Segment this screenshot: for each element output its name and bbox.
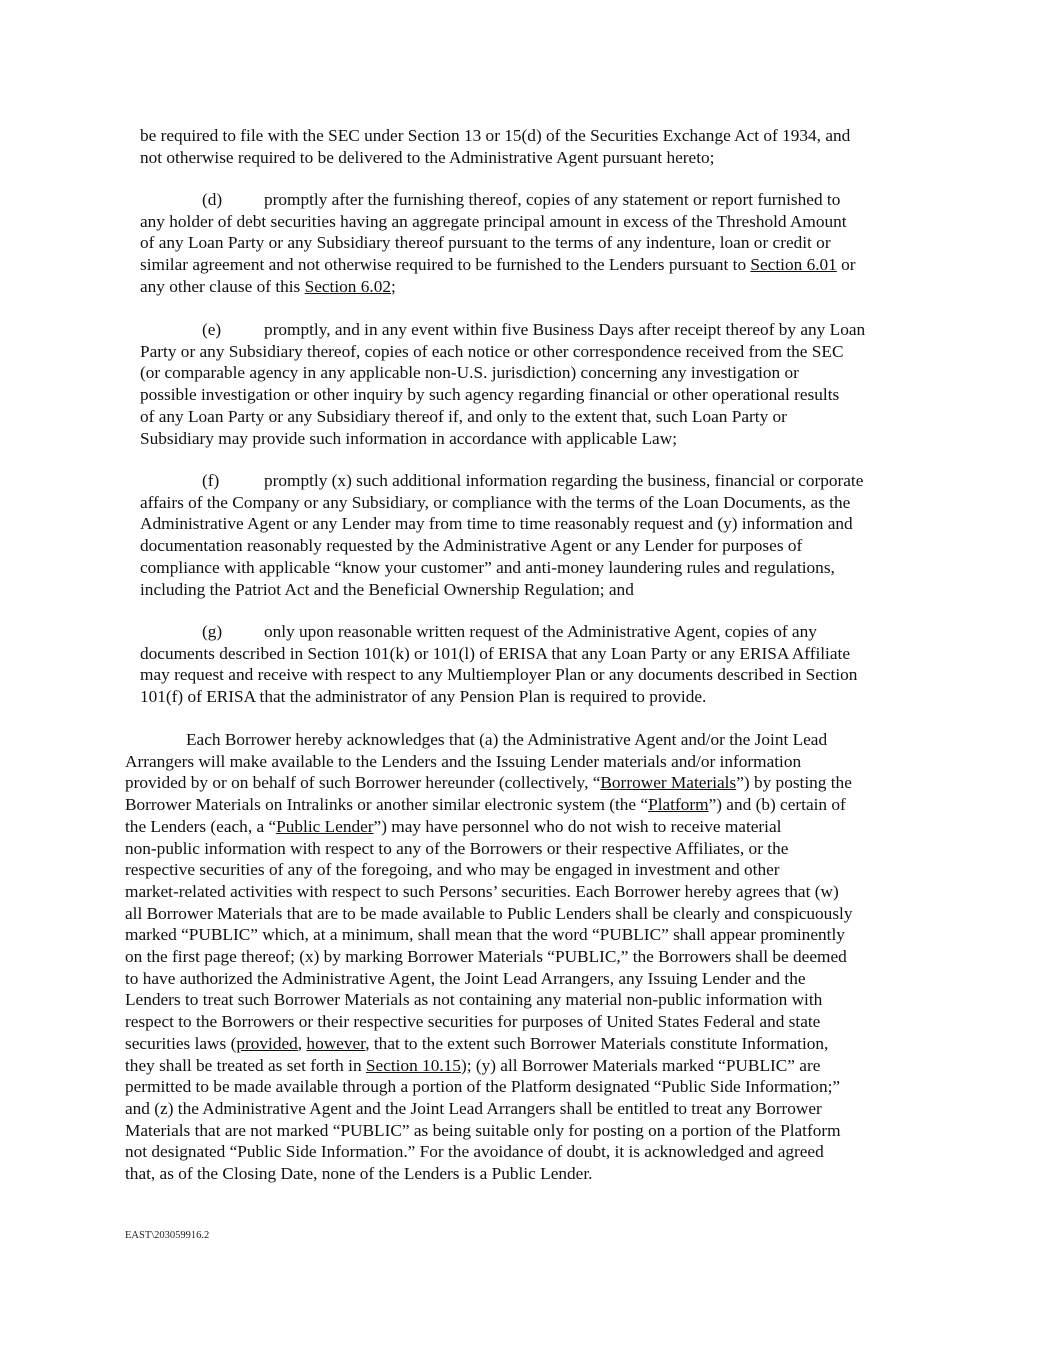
text-line: market-related activities with respect to such Persons’ securities. Each Borrower hereby agrees that (w) — [125, 881, 839, 901]
text-line: compliance with applicable “know your customer” and anti-money laundering rules and regulations, — [140, 557, 835, 577]
text-line: possible investigation or other inquiry by such agency regarding financial or other operational results — [140, 385, 840, 405]
text-fragment: the Lenders (each, a “ — [125, 816, 277, 836]
text-fragment: they shall be treated as set forth in — [125, 1055, 366, 1075]
text-line: Subsidiary may provide such information in accordance with applicable Law; — [140, 428, 677, 448]
text-line-with-term — [125, 1033, 940, 1055]
text-fragment: ); (y) all Borrower Materials marked “PUBLIC” are — [460, 1055, 821, 1075]
text-line-with-term — [125, 772, 940, 794]
text-line: documentation reasonably requested by the Administrative Agent or any Lender for purposes of — [140, 536, 803, 556]
text-line: not otherwise required to be delivered to the Administrative Agent pursuant hereto; — [140, 147, 715, 167]
text-line: that, as of the Closing Date, none of the Lenders is a Public Lender. — [125, 1164, 593, 1184]
text-line: Lenders to treat such Borrower Materials as not containing any material non-public information with — [125, 990, 823, 1010]
text-line: promptly (x) such additional information regarding the business, financial or corporate — [264, 471, 864, 490]
clause-d — [140, 189, 940, 298]
text-line: non-public information with respect to any of the Borrowers or their respective Affiliates, or the — [125, 838, 789, 858]
text-fragment: , that to the extent such Borrower Materials constitute Information, — [365, 1033, 829, 1053]
text-fragment: Borrower Materials on Intralinks or another similar electronic system (the “ — [125, 795, 649, 815]
text-line: may request and receive with respect to any Multiemployer Plan or any documents described in Section — [140, 665, 858, 685]
text-fragment: ”) may have personnel who do not wish to receive material — [373, 816, 782, 836]
text-line: not designated “Public Side Information.” For the avoidance of doubt, it is acknowledged and agreed — [125, 1142, 824, 1162]
clause-label: (f) — [202, 471, 220, 490]
section-reference: Section 6.01 — [750, 255, 837, 275]
text-line: promptly after the furnishing thereof, copies of any statement or report furnished to — [264, 190, 841, 209]
text-line: respect to the Borrowers or their respective securities for purposes of United States Federal and state — [125, 1012, 821, 1032]
text-line: to have authorized the Administrative Agent, the Joint Lead Arrangers, any Issuing Lender and the — [125, 968, 806, 988]
clause-first-line — [140, 470, 940, 492]
continuation-paragraph — [140, 125, 940, 168]
text-fragment: ”) by posting the — [736, 773, 852, 793]
text-line: be required to file with the SEC under Section 13 or 15(d) of the Securities Exchange Act of 1934, and — [140, 126, 851, 145]
text-line: permitted to be made available through a portion of the Platform designated “Public Side Information;” — [125, 1077, 841, 1097]
text-line-with-term — [125, 816, 940, 838]
text-line: marked “PUBLIC” which, at a minimum, shall mean that the word “PUBLIC” shall appear prominently — [125, 925, 845, 945]
clause-label: (e) — [202, 320, 222, 339]
clause-first-line — [140, 319, 940, 341]
clause-f — [140, 470, 940, 600]
text-line: Party or any Subsidiary thereof, copies of each notice or other correspondence received from the SEC — [140, 341, 844, 361]
defined-term: however — [306, 1033, 366, 1053]
section-reference: Section 6.02 — [304, 276, 392, 296]
text-line: of any Loan Party or any Subsidiary thereof if, and only to the extent that, such Loan Party or — [140, 406, 787, 426]
text-fragment: ”) and (b) certain of — [708, 795, 846, 815]
text-line: Materials that are not marked “PUBLIC” as being suitable only for posting on a portion of the Platform — [125, 1120, 841, 1140]
text-line: including the Patriot Act and the Beneficial Ownership Regulation; and — [140, 579, 634, 599]
clause-label: (d) — [202, 190, 223, 209]
text-line: 101(f) of ERISA that the administrator of any Pension Plan is required to provide. — [140, 687, 707, 707]
text-fragment: any other clause of this — [140, 276, 305, 296]
defined-term: Borrower Materials — [600, 773, 737, 793]
clause-label: (g) — [202, 622, 223, 641]
defined-term: provided — [236, 1033, 298, 1053]
text-line: respective securities of any of the foregoing, and who may be engaged in investment and other — [125, 860, 780, 880]
text-fragment: similar agreement and not otherwise required to be furnished to the Lenders pursuant to — [140, 255, 751, 275]
text-fragment: , — [297, 1033, 307, 1053]
clause-first-line — [140, 621, 940, 643]
document-id-footer: EAST\203059916.2 — [125, 1230, 210, 1241]
text-line: of any Loan Party or any Subsidiary thereof pursuant to the terms of any indenture, loan or credit or — [140, 233, 831, 253]
text-line-with-ref — [140, 276, 940, 298]
text-line: Each Borrower hereby acknowledges that (a) the Administrative Agent and/or the Joint Lead — [186, 730, 828, 749]
text-line: promptly, and in any event within five Business Days after receipt thereof by any Loan — [264, 320, 866, 339]
text-line: all Borrower Materials that are to be made available to Public Lenders shall be clearly and conspicuously — [125, 903, 853, 923]
text-line: Administrative Agent or any Lender may from time to time reasonably request and (y) information and — [140, 514, 853, 534]
defined-term: Platform — [648, 795, 709, 815]
text-line: documents described in Section 101(k) or 101(l) of ERISA that any Loan Party or any ERISA Affiliate — [140, 643, 850, 663]
clause-g — [140, 621, 940, 708]
text-line: (or comparable agency in any applicable non-U.S. jurisdiction) concerning any investigation or — [140, 363, 799, 383]
text-fragment: securities laws ( — [125, 1033, 237, 1053]
defined-term: Public Lender — [276, 816, 374, 836]
clause-first-line — [140, 189, 940, 211]
clause-e — [140, 319, 940, 449]
borrower-materials-paragraph — [125, 729, 940, 1185]
text-line: on the first page thereof; (x) by marking Borrower Materials “PUBLIC,” the Borrowers shall be deemed — [125, 947, 847, 967]
text-fragment: ; — [391, 276, 396, 296]
text-line: only upon reasonable written request of the Administrative Agent, copies of any — [264, 622, 817, 641]
text-line-with-term — [125, 794, 940, 816]
text-line-with-ref — [140, 254, 940, 276]
text-line: and (z) the Administrative Agent and the Joint Lead Arrangers shall be entitled to treat any Borrower — [125, 1098, 822, 1118]
text-fragment: provided by or on behalf of such Borrower hereunder (collectively, “ — [125, 773, 601, 793]
text-line: any holder of debt securities having an aggregate principal amount in excess of the Threshold Amount — [140, 211, 847, 231]
text-line: affairs of the Company or any Subsidiary, or compliance with the terms of the Loan Documents, as the — [140, 492, 851, 512]
text-line-with-ref — [125, 1055, 940, 1077]
text-line: Arrangers will make available to the Lenders and the Issuing Lender materials and/or information — [125, 751, 802, 771]
section-reference: Section 10.15 — [365, 1055, 461, 1075]
text-fragment: or — [836, 255, 856, 275]
